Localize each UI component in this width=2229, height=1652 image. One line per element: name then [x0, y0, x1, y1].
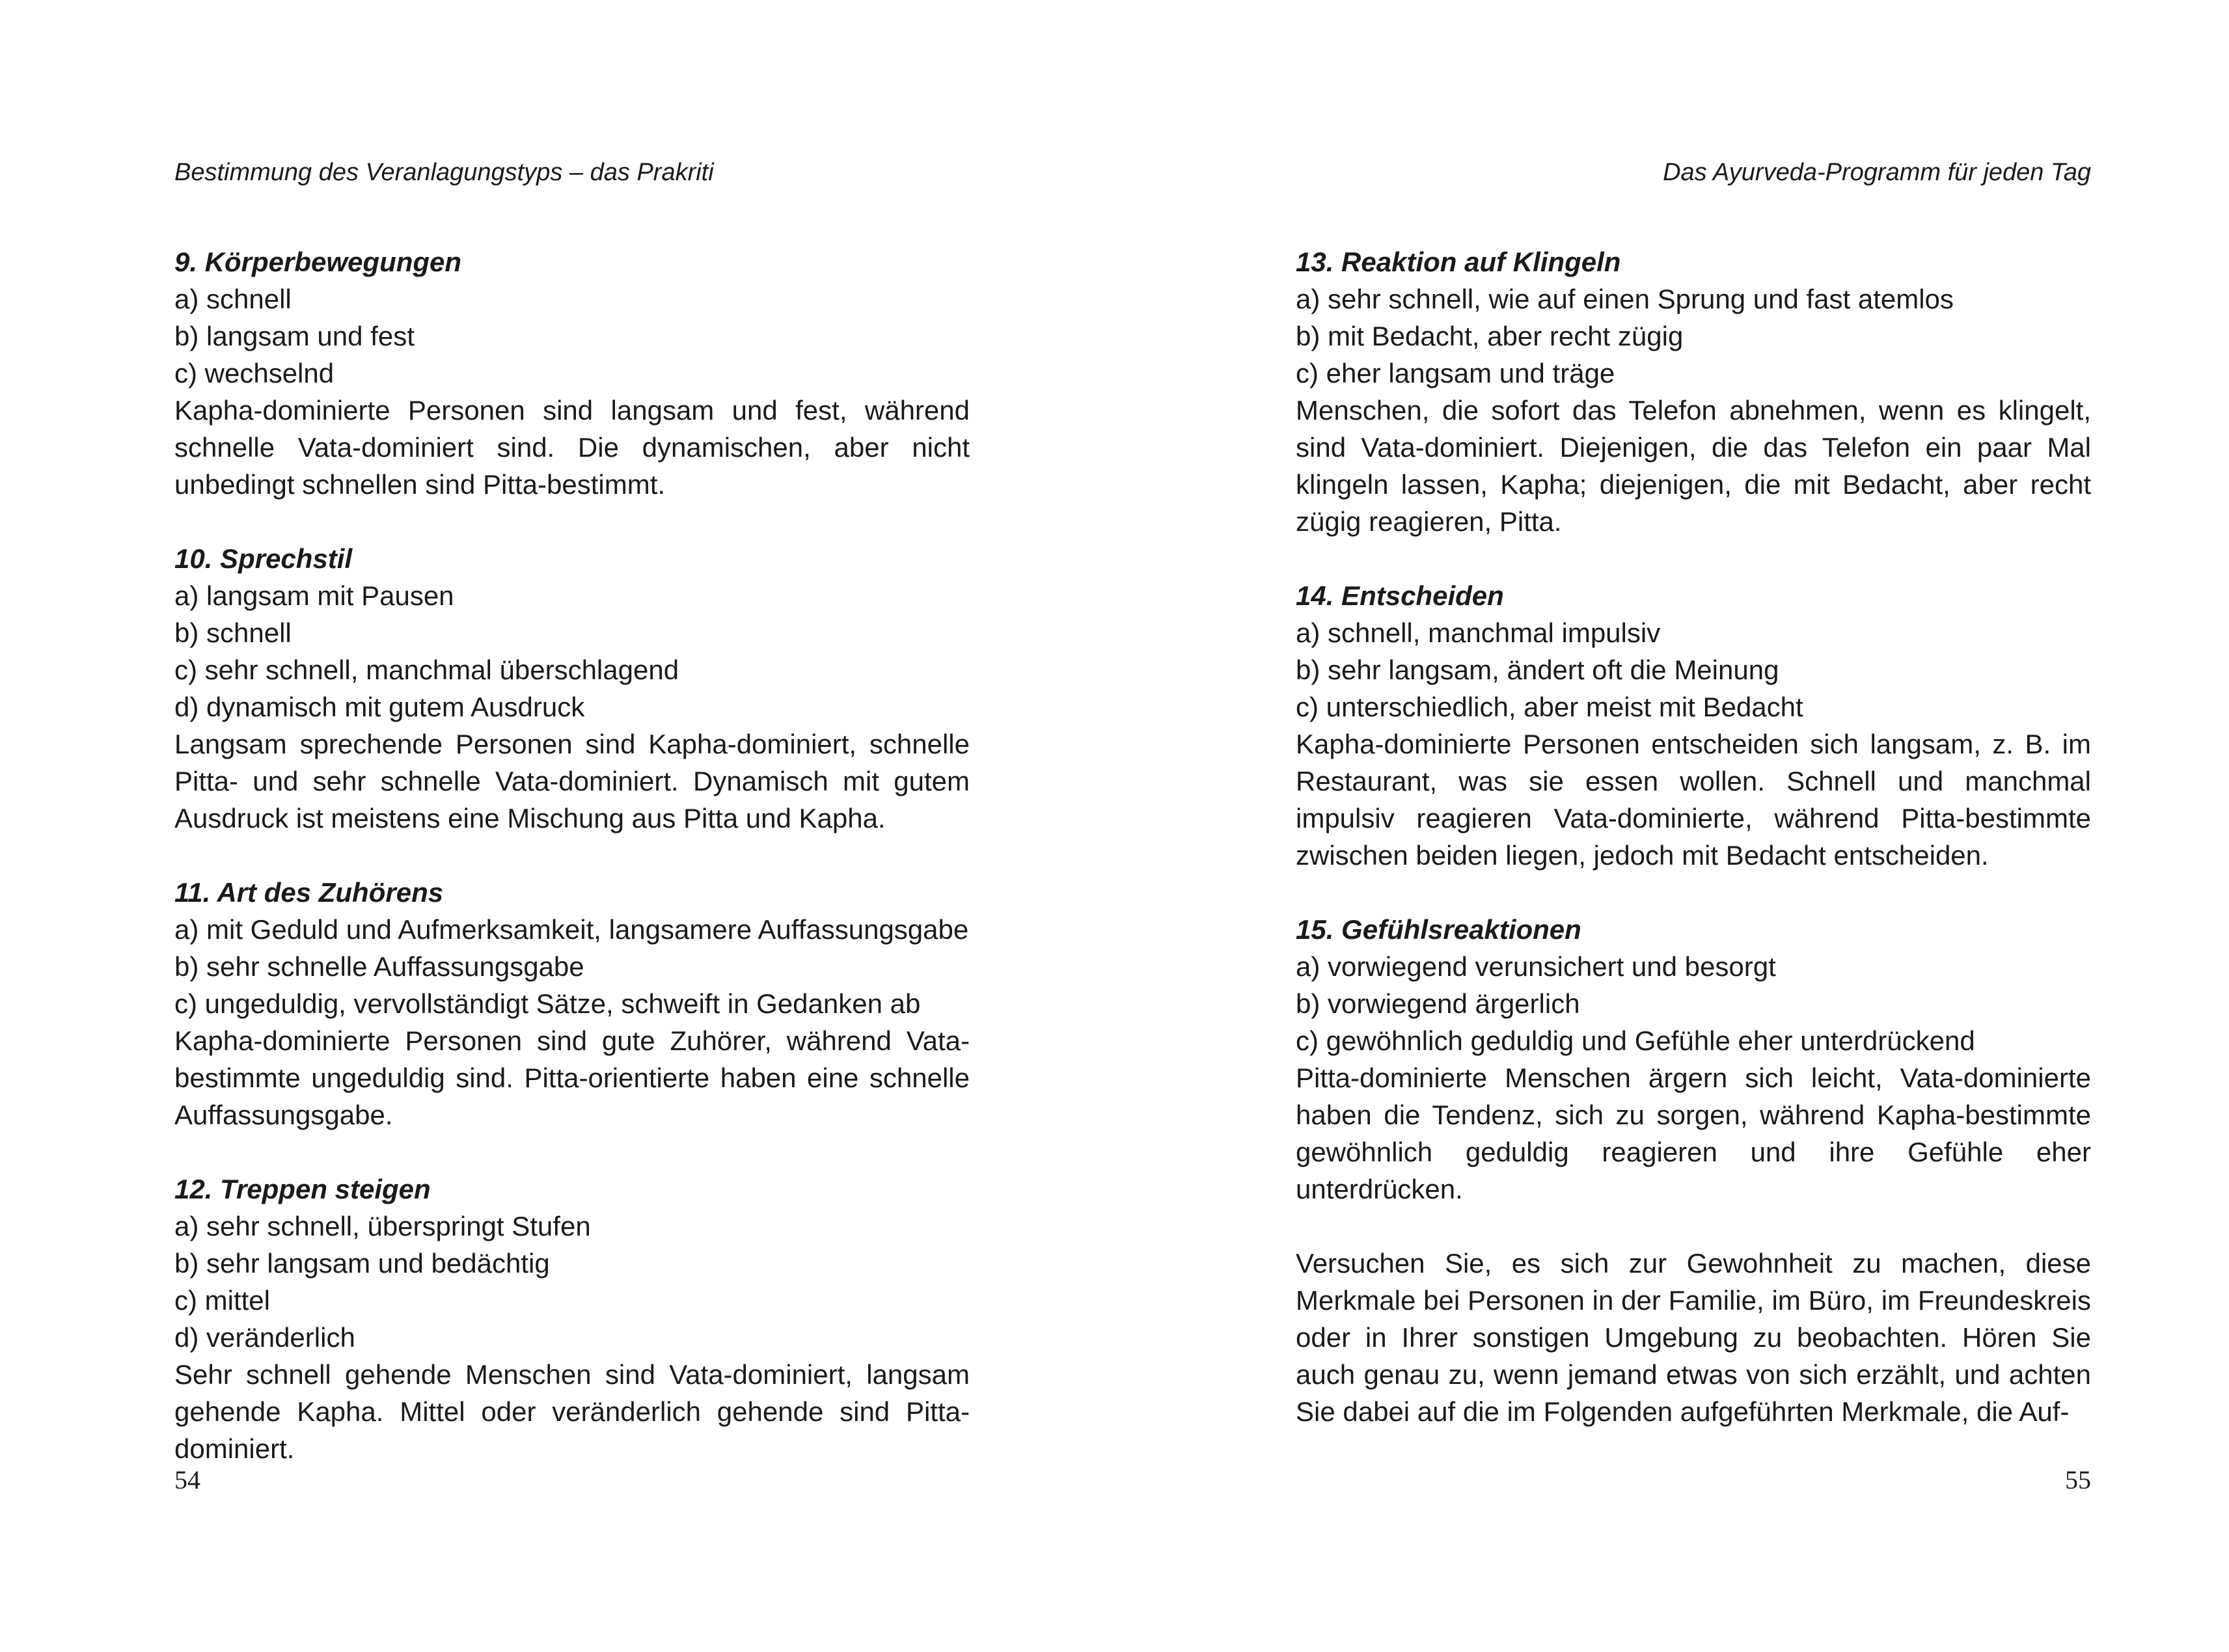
running-head-left: Bestimmung des Veranlagungstyps – das Prakriti — [174, 159, 714, 186]
section-explanation: Kapha-dominierte Personen sind gute Zuhörer, während Vata-bestimmte ungeduldig sind. Pitta-orientierte haben eine schnelle Auffassungsgabe. — [174, 1025, 970, 1130]
section-koerperbewegungen — [174, 243, 970, 503]
answer-option-a: a) sehr schnell, wie auf einen Sprung und fast atemlos — [1296, 284, 1954, 314]
answer-option-a: a) schnell — [174, 284, 292, 314]
section-art-des-zuhoerens — [174, 874, 970, 1133]
section-title: 15. Gefühlsreaktionen — [1296, 914, 1581, 945]
section-reaktion-auf-klingeln — [1296, 243, 2091, 540]
answer-option-c: c) gewöhnlich geduldig und Gefühle eher unterdrückend — [1296, 1025, 1975, 1056]
closing-paragraph: Versuchen Sie, es sich zur Gewohnheit zu machen, diese Merkmale bei Personen in der Familie, im Büro, im Freundeskreis oder in Ihrer sonstigen Umgebung zu beobachten. Hören Sie auch genau zu, wenn jemand etwas von sich erzählt, und achten Sie dabei auf die im Folgenden aufgeführten Merkmale, die Auf- — [1296, 1248, 2091, 1427]
section-explanation: Kapha-dominierte Personen entscheiden sich langsam, z. B. im Restaurant, was sie essen wollen. Schnell und manchmal impulsiv reagieren Vata-dominierte, während Pitta-bestimmte zwischen beiden liegen, jedoch mit Bedacht entscheiden. — [1296, 729, 2091, 871]
answer-option-c: c) mittel — [174, 1285, 270, 1316]
answer-option-a: a) mit Geduld und Aufmerksamkeit, langsamere Auffassungsgabe — [174, 914, 969, 945]
answer-option-b: b) schnell — [174, 617, 292, 648]
section-title: 12. Treppen steigen — [174, 1174, 431, 1204]
section-title: 13. Reaktion auf Klingeln — [1296, 247, 1621, 277]
section-title: 9. Körperbewegungen — [174, 247, 462, 277]
section-explanation: Pitta-dominierte Menschen ärgern sich leicht, Vata-dominierte haben die Tendenz, sich zu sorgen, während Kapha-bestimmte gewöhnlich geduldig reagieren und ihre Gefühle eher unterdrücken. — [1296, 1063, 2091, 1204]
section-treppen-steigen — [174, 1171, 970, 1467]
section-explanation: Kapha-dominierte Personen sind langsam und fest, während schnelle Vata-dominiert sind. Die dynamischen, aber nicht unbedingt schnellen sind Pitta-bestimmt. — [174, 395, 970, 500]
page-number-left: 54 — [174, 1465, 200, 1495]
answer-option-a: a) langsam mit Pausen — [174, 580, 454, 611]
section-explanation: Menschen, die sofort das Telefon abnehmen, wenn es klingelt, sind Vata-dominiert. Diejenigen, die das Telefon ein paar Mal klingeln lassen, Kapha; diejenigen, die mit Bedacht, aber recht zügig reagieren, Pitta. — [1296, 395, 2091, 537]
right-page-content — [1296, 243, 2091, 1430]
answer-option-b: b) sehr langsam, ändert oft die Meinung — [1296, 655, 1779, 685]
answer-option-a: a) vorwiegend verunsichert und besorgt — [1296, 951, 1776, 982]
section-title: 10. Sprechstil — [174, 543, 353, 574]
answer-option-c: c) ungeduldig, vervollständigt Sätze, schweift in Gedanken ab — [174, 988, 921, 1019]
running-head-right: Das Ayurveda-Programm für jeden Tag — [1663, 159, 2091, 186]
left-page-content — [174, 243, 970, 1504]
answer-option-c: c) sehr schnell, manchmal überschlagend — [174, 655, 679, 685]
answer-option-a: a) sehr schnell, überspringt Stufen — [174, 1211, 591, 1241]
section-sprechstil — [174, 540, 970, 837]
answer-option-b: b) sehr langsam und bedächtig — [174, 1248, 550, 1279]
answer-option-b: b) langsam und fest — [174, 321, 415, 351]
answer-option-a: a) schnell, manchmal impulsiv — [1296, 617, 1661, 648]
answer-option-c: c) wechselnd — [174, 358, 335, 388]
section-gefuehlsreaktionen — [1296, 911, 2091, 1208]
left-page — [174, 0, 970, 1652]
answer-option-d: d) dynamisch mit gutem Ausdruck — [174, 692, 585, 722]
page-number-right: 55 — [2065, 1465, 2091, 1495]
answer-option-b: b) mit Bedacht, aber recht zügig — [1296, 321, 1684, 351]
right-page — [1296, 0, 2091, 1652]
answer-option-c: c) unterschiedlich, aber meist mit Bedacht — [1296, 692, 1803, 722]
answer-option-c: c) eher langsam und träge — [1296, 358, 1615, 388]
section-explanation: Sehr schnell gehende Menschen sind Vata-dominiert, langsam gehende Kapha. Mittel oder veränderlich gehende sind Pitta-dominiert. — [174, 1359, 970, 1464]
answer-option-b: b) vorwiegend ärgerlich — [1296, 988, 1580, 1019]
answer-option-d: d) veränderlich — [174, 1322, 355, 1353]
answer-option-b: b) sehr schnelle Auffassungsgabe — [174, 951, 584, 982]
section-title: 11. Art des Zuhörens — [174, 877, 444, 908]
section-entscheiden — [1296, 577, 2091, 874]
section-title: 14. Entscheiden — [1296, 580, 1504, 611]
section-explanation: Langsam sprechende Personen sind Kapha-dominiert, schnelle Pitta- und sehr schnelle Vata-dominiert. Dynamisch mit gutem Ausdruck ist meistens eine Mischung aus Pitta und Kapha. — [174, 729, 970, 833]
